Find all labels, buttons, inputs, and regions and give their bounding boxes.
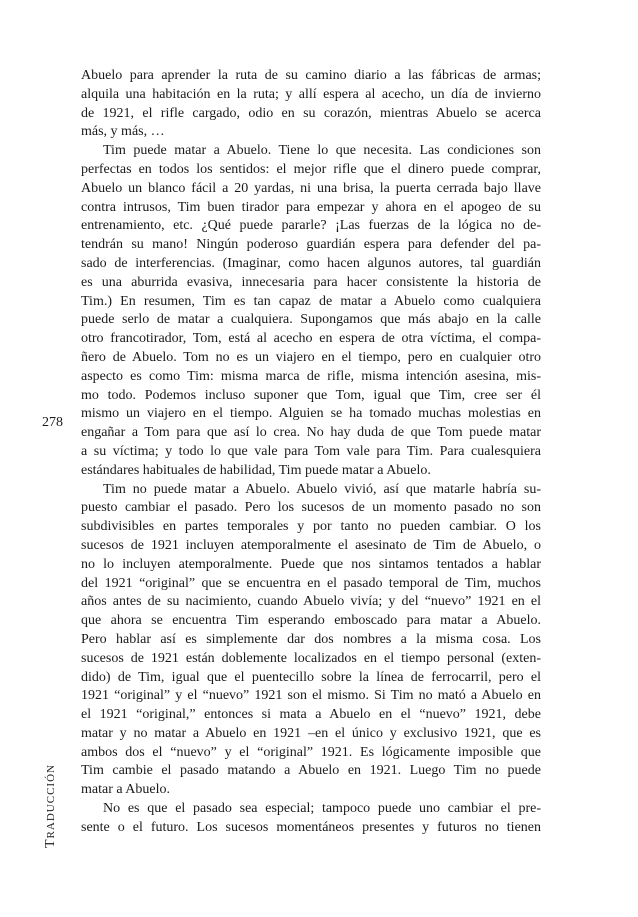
- text-line: más, y más, …: [81, 124, 165, 140]
- text-line: mo todo. Podemos incluso suponer que Tom, igual que Tim, cree ser él: [81, 387, 541, 403]
- text-line: ambos dos el “nuevo” y el “original” 1921. Es lógicamente imposible que: [81, 744, 541, 760]
- text-line: Tim no puede matar a Abuelo. Abuelo vivió, así que matarle habría su-: [103, 481, 541, 497]
- text-line: tendrán su mano! Ningún poderoso guardián espera para defender del pa-: [81, 237, 541, 253]
- text-line: Abuelo un blanco fácil a 20 yardas, ni una brisa, la puerta cerrada bajo llave: [81, 180, 541, 196]
- text-line: del 1921 “original” que se encuentra en el pasado temporal de Tim, muchos: [81, 575, 541, 591]
- text-line: aspecto es como Tim: misma marca de rifle, misma intención asesina, mis-: [81, 368, 541, 384]
- text-line: subdivisibles en partes temporales y por tanto no pueden cambiar. O los: [81, 519, 541, 535]
- text-line: otro francotirador, Tom, está al acecho en espera de otra víctima, el compa-: [81, 331, 541, 347]
- text-line: Tim puede matar a Abuelo. Tiene lo que necesita. Las condiciones son: [103, 143, 541, 159]
- text-line: alquila una habitación en la ruta; y allí espera al acecho, un día de invierno: [81, 86, 541, 102]
- page-number: 278: [42, 415, 63, 430]
- text-line: mismo un viajero en el tiempo. Alguien se ha tomado muchas molestias en: [81, 406, 541, 422]
- text-line: No es que el pasado sea especial; tampoco puede uno cambiar el pre-: [103, 801, 541, 817]
- section-label-rest: RADUCCIÓN: [45, 764, 57, 839]
- text-line: matar a Abuelo.: [81, 782, 171, 798]
- text-line: es una aburrida evasiva, innecesaria para hacer consistente la historia de: [81, 274, 541, 290]
- text-line: engañar a Tom para que así lo crea. No hay duda de que Tom puede matar: [81, 425, 541, 441]
- text-line: dido) de Tim, igual que el puentecillo sobre la línea de ferrocarril, pero el: [81, 669, 541, 685]
- text-line: sucesos de 1921 están doblemente localizados en el tiempo personal (exten-: [81, 650, 541, 666]
- text-line: contra intrusos, Tim buen tirador para empezar y ahora en el apogeo de su: [81, 199, 541, 215]
- text-line: no lo incluyen atemporalmente. Puede que nos sintamos tentados a hablar: [81, 556, 541, 572]
- text-line: de 1921, el rifle cargado, odio en su corazón, mientras Abuelo se acerca: [81, 105, 541, 121]
- text-line: ñero de Abuelo. Tom no es un viajero en el tiempo, pero en cualquier otro: [81, 349, 541, 365]
- text-line: Pero hablar así es simplemente dar dos nombres a la misma cosa. Los: [81, 631, 541, 647]
- text-line: matar y no matar a Abuelo en 1921 –en el único y exclusivo 1921, que es: [81, 725, 541, 741]
- text-line: Abuelo para aprender la ruta de su camino diario a las fábricas de armas;: [81, 68, 541, 83]
- text-line: 1921 “original” y el “nuevo” 1921 son el mismo. Si Tim no mató a Abuelo en: [81, 688, 541, 704]
- text-line: sucesos de 1921 incluyen atemporalmente el asesinato de Tim de Abuelo, o: [81, 537, 541, 553]
- text-line: sado de interferencias. (Imaginar, como hacen algunos autores, tal guardián: [81, 255, 541, 271]
- text-line: puede serlo de matar a cualquiera. Supongamos que más abajo en la calle: [81, 312, 541, 328]
- text-line: a su víctima; y todo lo que vale para Tom vale para Tim. Para cualesquiera: [81, 443, 541, 459]
- body-text: [81, 67, 541, 838]
- section-label: [43, 764, 59, 848]
- text-line: Tim.) En resumen, Tim es tan capaz de matar a Abuelo como cualquiera: [81, 293, 541, 309]
- text-line: sente o el futuro. Los sucesos momentáneos presentes y futuros no tienen: [81, 819, 541, 835]
- text-line: entrenamiento, etc. ¿Qué puede pararle? ¡Las fuerzas de la lógica no de-: [81, 218, 541, 234]
- text-line: Tim cambie el pasado matando a Abuelo en 1921. Luego Tim no puede: [81, 763, 541, 779]
- text-line: años antes de su nacimiento, cuando Abuelo vivía; y del “nuevo” 1921 en el: [81, 594, 541, 610]
- text-line: perfectas en todos los sentidos: el mejor rifle que el dinero puede comprar,: [81, 161, 541, 177]
- text-line: que ahora se encuentra Tim esperando emboscado para matar a Abuelo.: [81, 613, 541, 629]
- section-label-initial: T: [43, 838, 58, 848]
- text-line: el 1921 “original,” entonces si mata a Abuelo en el “nuevo” 1921, debe: [81, 707, 541, 723]
- text-line: puesto cambiar el pasado. Pero los sucesos de un momento pasado no son: [81, 500, 541, 516]
- text-line: estándares habituales de habilidad, Tim puede matar a Abuelo.: [81, 462, 431, 478]
